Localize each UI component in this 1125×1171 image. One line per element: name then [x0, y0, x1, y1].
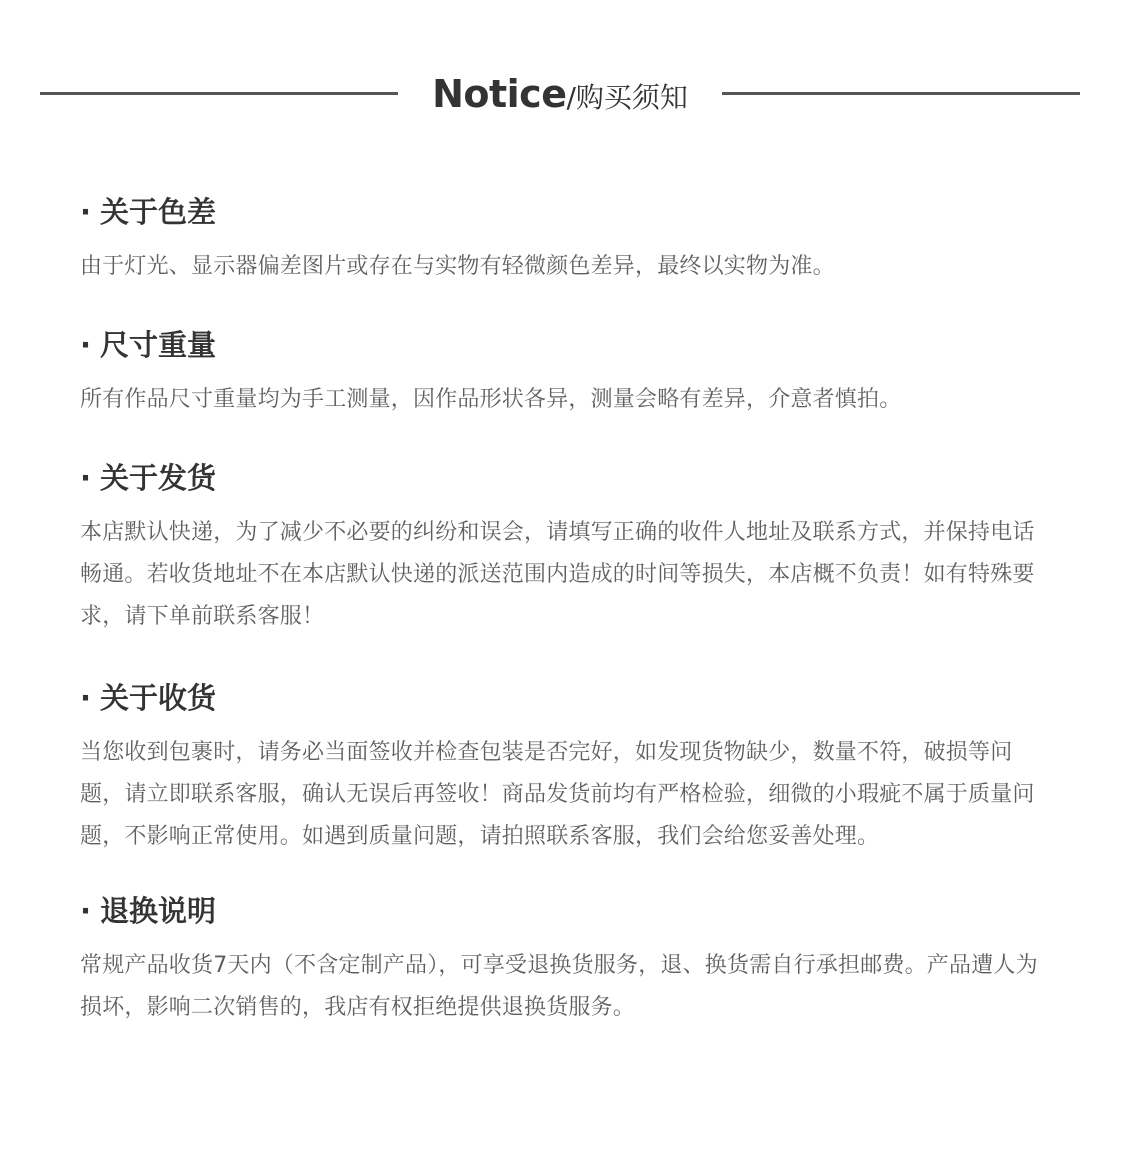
bullet-dot-icon: ·: [80, 681, 92, 715]
bullet-dot-icon: ·: [80, 195, 92, 229]
page-title-zh: /购买须知: [566, 81, 688, 114]
page-title: [398, 70, 722, 126]
section-heading: [80, 678, 1046, 718]
section-body: 当您收到包裹时，请务必当面签收并检查包装是否完好，如发现货物缺少，数量不符，破损等问题，请立即联系客服，确认无误后再签收！商品发货前均有严格检验，细微的小瑕疵不属于质量问题，不影响正常使用。如遇到质量问题，请拍照联系客服，我们会给您妥善处理。: [80, 740, 1035, 849]
section-body: 由于灯光、显示器偏差图片或存在与实物有轻微颜色差异，最终以实物为准。: [80, 254, 835, 279]
section-heading: [80, 458, 1046, 498]
section-color-difference: [80, 192, 1046, 288]
section-body: 常规产品收货7天内（不含定制产品），可享受退换货服务，退、换货需自行承担邮费。产品遭人为损坏，影响二次销售的，我店有权拒绝提供退换货服务。: [80, 953, 1038, 1020]
section-shipping: [80, 458, 1046, 638]
section-heading: [80, 891, 1046, 931]
section-heading-text: 关于色差: [100, 195, 217, 229]
section-heading-text: 退换说明: [100, 894, 217, 928]
section-body: 所有作品尺寸重量均为手工测量，因作品形状各异，测量会略有差异，介意者慎拍。: [80, 387, 902, 412]
bullet-dot-icon: ·: [80, 894, 92, 928]
section-heading-text: 关于收货: [100, 681, 217, 715]
header-divider-right: [722, 92, 1080, 95]
bullet-dot-icon: ·: [80, 461, 92, 495]
section-heading-text: 尺寸重量: [100, 328, 217, 362]
page-title-en: Notice: [432, 72, 567, 116]
section-body: 本店默认快递，为了减少不必要的纠纷和误会，请填写正确的收件人地址及联系方式，并保持电话畅通。若收货地址不在本店默认快递的派送范围内造成的时间等损失，本店概不负责！如有特殊要求，请下单前联系客服！: [80, 520, 1035, 629]
section-heading: [80, 325, 1046, 365]
section-heading: [80, 192, 1046, 232]
header-divider-left: [40, 92, 398, 95]
section-receiving: [80, 678, 1046, 858]
bullet-dot-icon: ·: [80, 328, 92, 362]
notice-header: [40, 70, 1080, 118]
section-size-weight: [80, 325, 1046, 421]
section-heading-text: 关于发货: [100, 461, 217, 495]
section-returns: [80, 891, 1046, 1029]
